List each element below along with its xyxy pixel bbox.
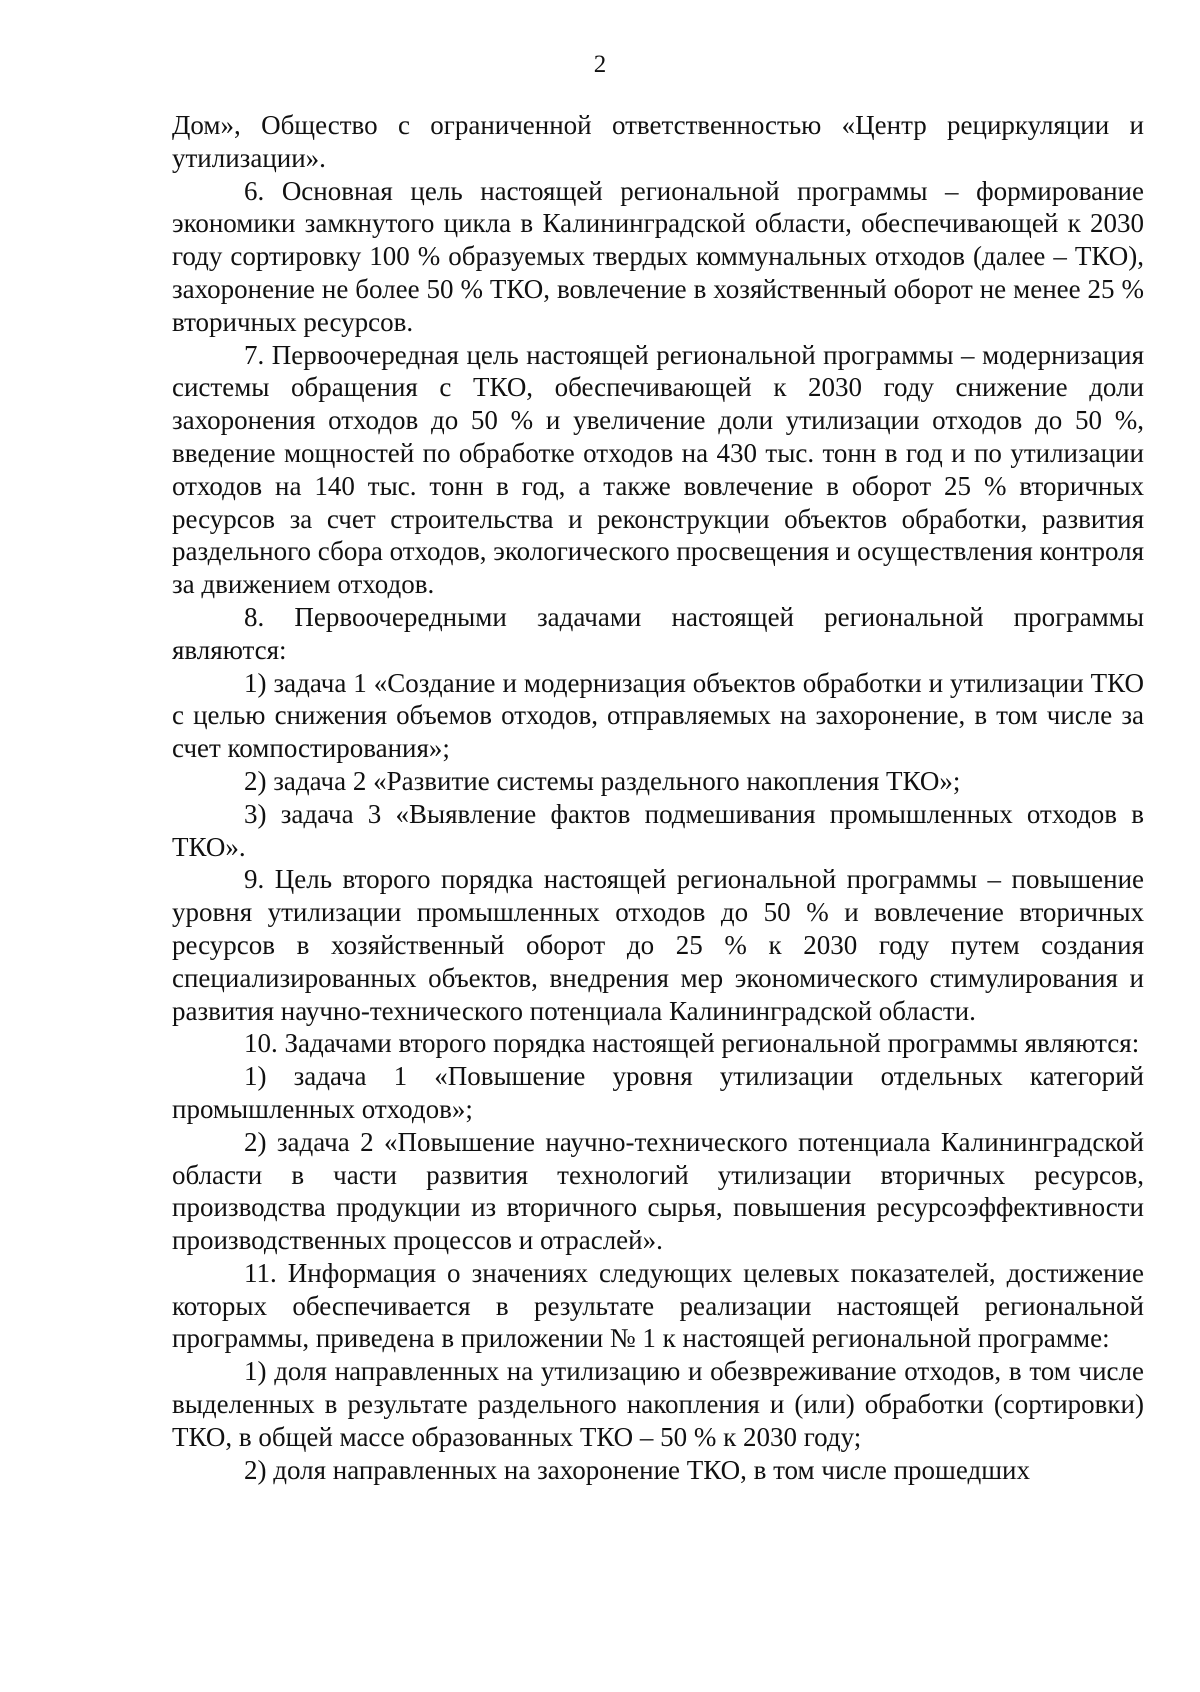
paragraph-7: 7. Первоочередная цель настоящей региональной программы – модернизация системы обращения с ТКО, обеспечивающей к 2030 году снижение доли захоронения отходов до 50 % и увеличение доли утилизации отходов до 50 %, введение мощностей по обработке отходов на 430 тыс. тонн в год и по утилизации отходов на 140 тыс. тонн в год, а также вовлечение в оборот 25 % вторичных ресурсов за счет строительства и реконструкции объектов обработки, развития раздельного сбора отходов, экологического просвещения и осуществления контроля за движением отходов. [172,339,1144,600]
paragraph-continuation: Дом», Общество с ограниченной ответственностью «Центр рециркуляции и утилизации». [172,110,1144,173]
paragraph-8: 8. Первоочередными задачами настоящей региональной программы являются: [172,601,1144,665]
page-number: 2 [593,51,607,78]
paragraph-8-task-1: 1) задача 1 «Создание и модернизация объектов обработки и утилизации ТКО с целью снижения объемов отходов, отправляемых на захоронение, в том числе за счет компостирования»; [172,667,1144,764]
document-body [172,109,1144,1486]
paragraph-11-item-2: 2) доля направленных на захоронение ТКО, в том числе прошедших [244,1454,1030,1485]
paragraph-9: 9. Цель второго порядка настоящей региональной программы – повышение уровня утилизации промышленных отходов до 50 % и вовлечение вторичных ресурсов в хозяйственный оборот до 25 % к 2030 году путем создания специализированных объектов, внедрения мер экономического стимулирования и развития научно-технического потенциала Калининградской области. [172,864,1144,1026]
paragraph-10: 10. Задачами второго порядка настоящей региональной программы являются: [244,1028,1140,1059]
paragraph-11: 11. Информация о значениях следующих целевых показателей, достижение которых обеспечивается в результате реализации настоящей региональной программы, приведена в приложении № 1 к настоящей региональной программе: [172,1257,1144,1354]
paragraph-11-item-1: 1) доля направленных на утилизацию и обезвреживание отходов, в том числе выделенных в результате раздельного накопления и (или) обработки (сортировки) ТКО, в общей массе образованных ТКО – 50 % к 2030 году; [172,1356,1144,1452]
paragraph-6: 6. Основная цель настоящей региональной программы – формирование экономики замкнутого цикла в Калининградской области, обеспечивающей к 2030 году сортировку 100 % образуемых твердых коммунальных отходов (далее – ТКО), захоронение не более 50 % ТКО, вовлечение в хозяйственный оборот не менее 25 % вторичных ресурсов. [172,175,1144,337]
paragraph-8-task-3: 3) задача 3 «Выявление фактов подмешивания промышленных отходов в ТКО». [172,798,1144,862]
paragraph-10-task-1: 1) задача 1 «Повышение уровня утилизации отдельных категорий промышленных отходов»; [172,1061,1144,1124]
paragraph-10-task-2: 2) задача 2 «Повышение научно-технического потенциала Калининградской области в части развития технологий утилизации вторичных ресурсов, производства продукции из вторичного сырья, повышения ресурсоэффективности производственных процессов и отраслей». [172,1126,1144,1256]
paragraph-8-task-2: 2) задача 2 «Развитие системы раздельного накопления ТКО»; [244,765,961,796]
